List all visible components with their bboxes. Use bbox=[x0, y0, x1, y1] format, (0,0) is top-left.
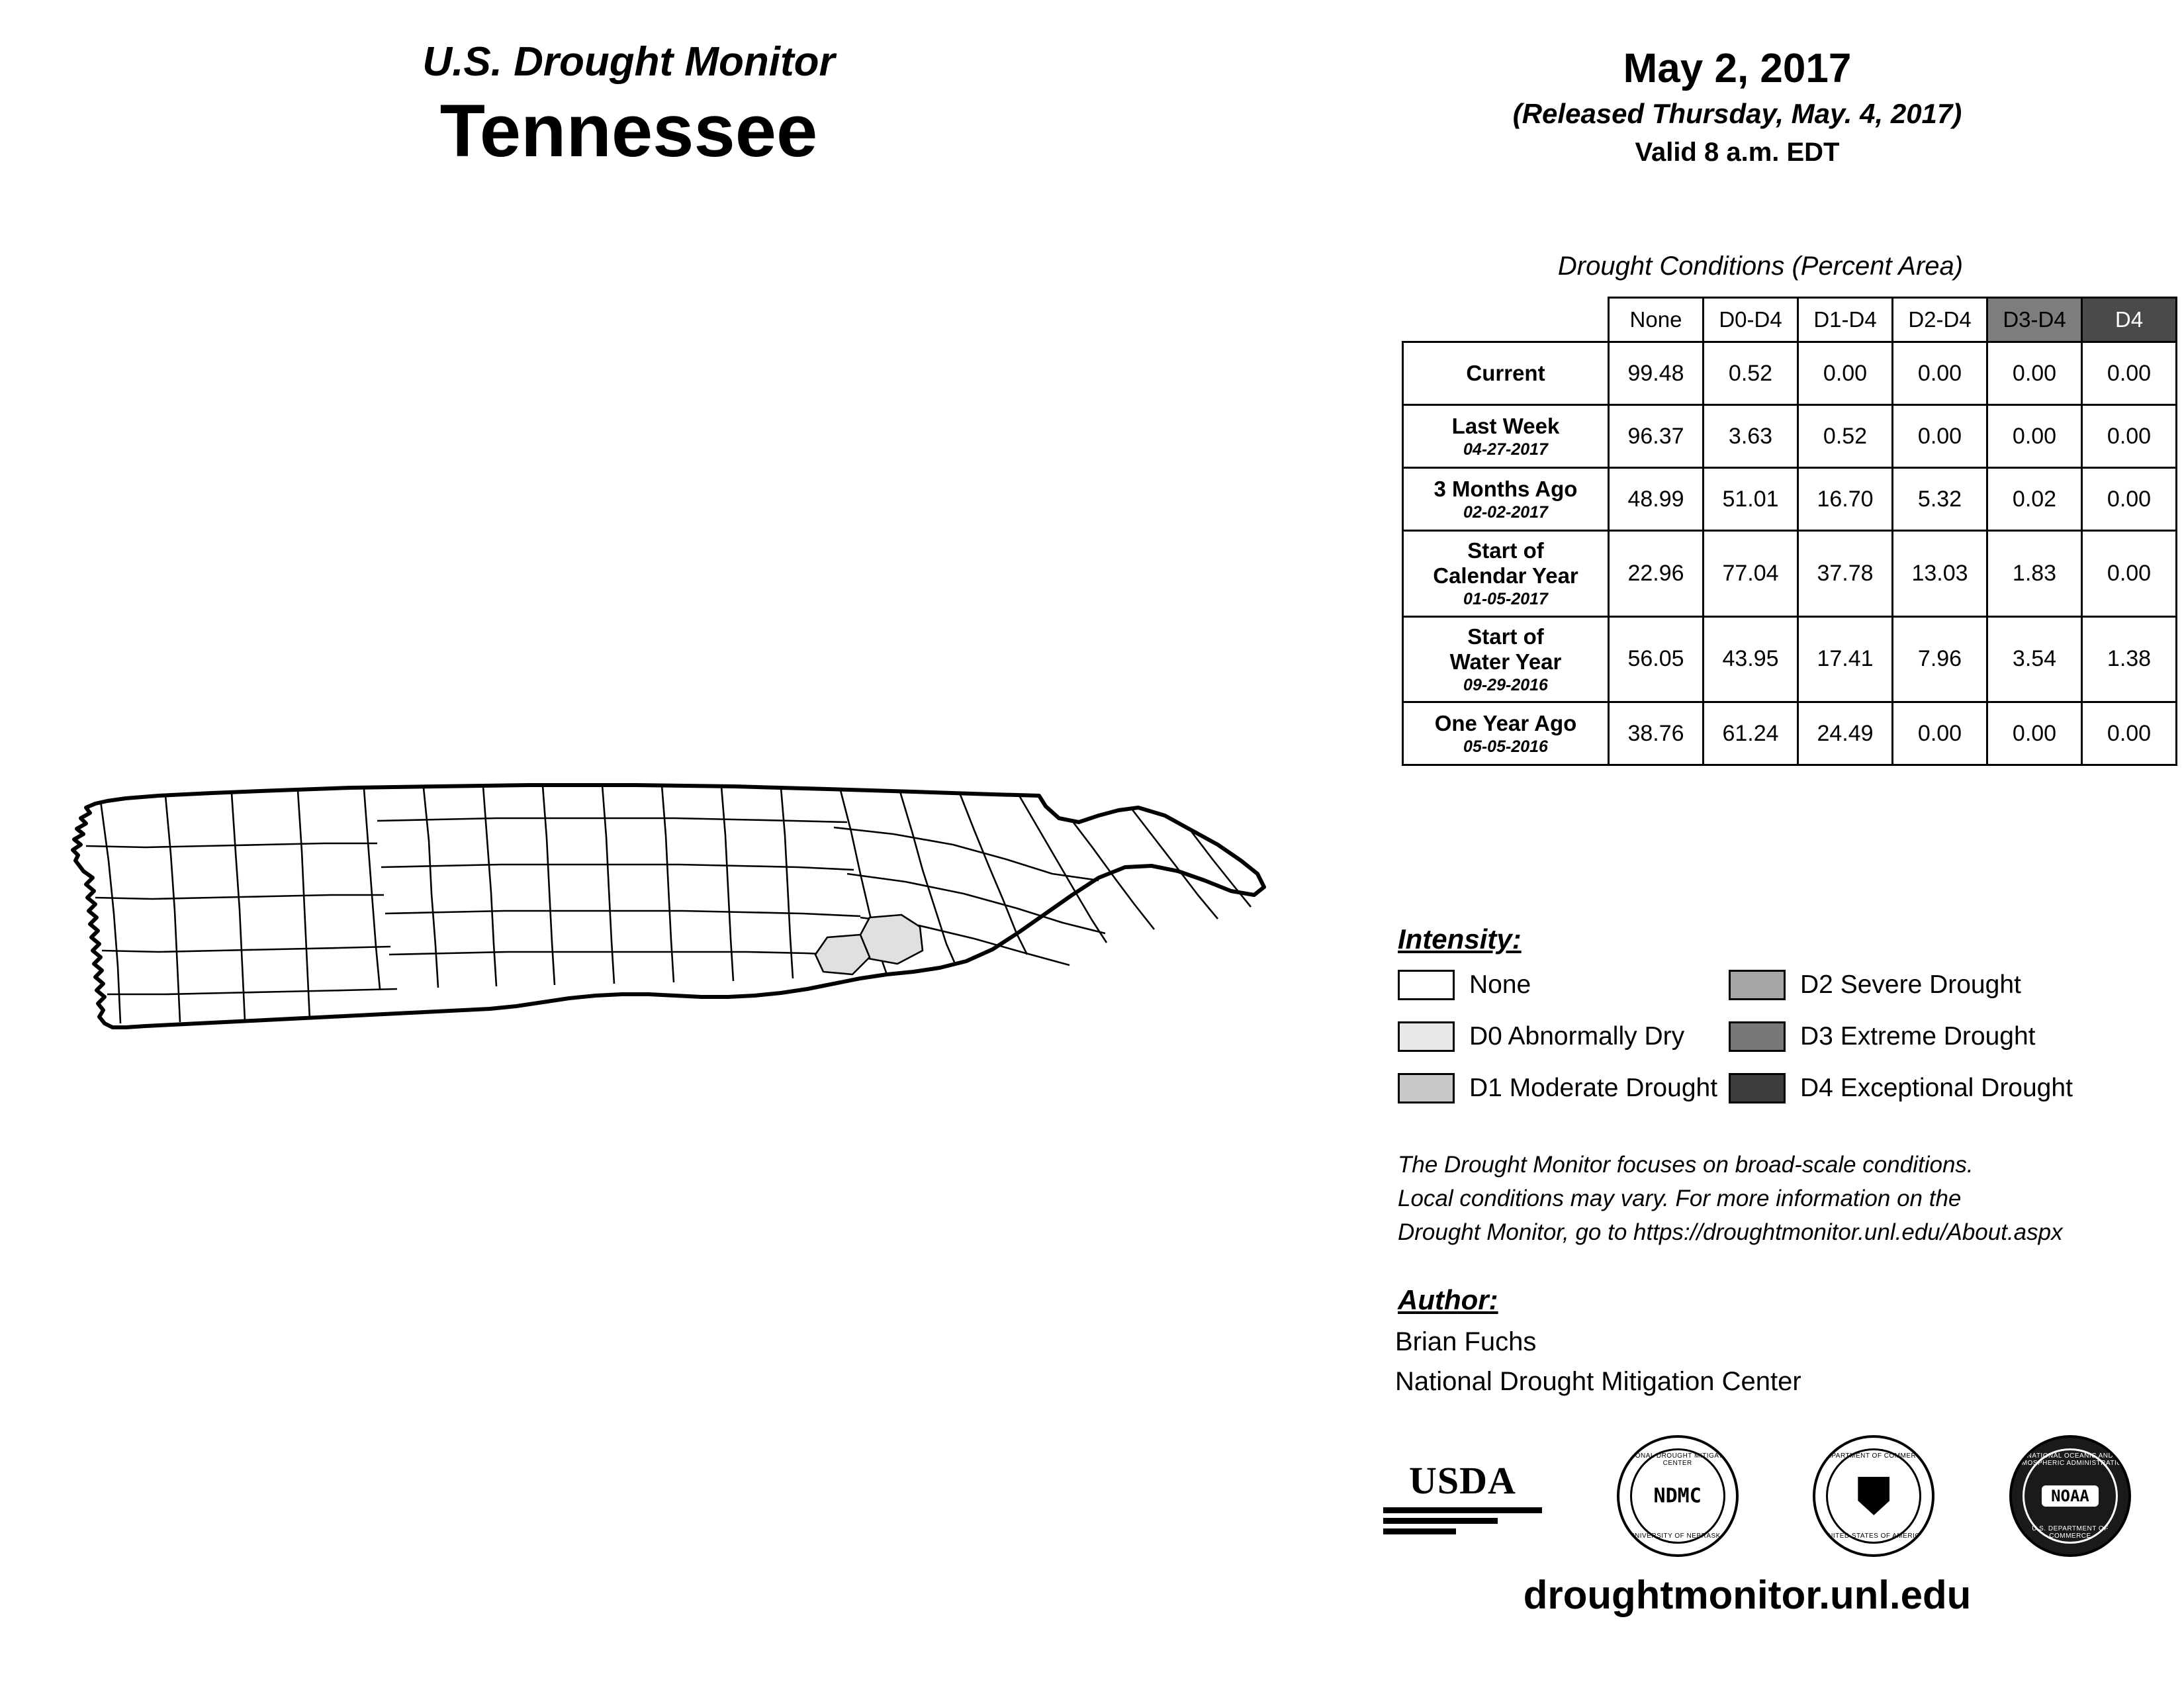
disclaimer-line-2: Local conditions may vary. For more information on the bbox=[1398, 1185, 1962, 1211]
column-header-d4: D4 bbox=[2082, 298, 2177, 342]
usda-bar-3 bbox=[1383, 1528, 1456, 1534]
legend-item-d3 bbox=[1729, 1021, 2035, 1052]
cell-startcal-d3d4: 1.83 bbox=[1987, 531, 2082, 617]
row-label-line2: Water Year bbox=[1449, 649, 1562, 674]
shield-icon bbox=[1858, 1477, 1889, 1515]
intensity-heading: Intensity: bbox=[1398, 923, 1522, 955]
row-label-text: 3 Months Ago bbox=[1433, 476, 1578, 501]
table-row bbox=[1403, 342, 2177, 405]
drought-conditions-caption: Drought Conditions (Percent Area) bbox=[1557, 252, 1964, 281]
state-outline bbox=[73, 785, 1264, 1027]
cell-3months-d1d4: 16.70 bbox=[1798, 468, 1893, 531]
department-of-commerce-logo bbox=[1813, 1435, 1934, 1557]
cell-lastweek-d3d4: 0.00 bbox=[1987, 405, 2082, 468]
row-label-date: 09-29-2016 bbox=[1463, 675, 1548, 694]
cell-lastweek-none: 96.37 bbox=[1609, 405, 1704, 468]
row-label-text: Current bbox=[1466, 361, 1545, 386]
legend-item-d4 bbox=[1729, 1073, 2073, 1103]
legend-swatch-d0 bbox=[1398, 1021, 1455, 1052]
website-url: droughtmonitor.unl.edu bbox=[1523, 1573, 1972, 1617]
legend-swatch-d4 bbox=[1729, 1073, 1786, 1103]
legend-item-none bbox=[1398, 970, 1531, 1000]
table-row bbox=[1403, 405, 2177, 468]
legend-item-d0 bbox=[1398, 1021, 1684, 1052]
legend-swatch-d3 bbox=[1729, 1021, 1786, 1052]
cell-startcal-none: 22.96 bbox=[1609, 531, 1704, 617]
map-svg bbox=[66, 781, 1310, 1099]
legend-label-d4: D4 Exceptional Drought bbox=[1800, 1074, 2073, 1102]
usda-bars bbox=[1383, 1507, 1542, 1534]
cell-lastweek-d1d4: 0.52 bbox=[1798, 405, 1893, 468]
noaa-ring-bottom-text: U.S. DEPARTMENT OF COMMERCE bbox=[2032, 1525, 2109, 1540]
legend-label-none: None bbox=[1469, 970, 1531, 999]
usda-wordmark: USDA bbox=[1409, 1458, 1516, 1502]
column-header-d2d4: D2-D4 bbox=[1893, 298, 1987, 342]
cell-current-d4: 0.00 bbox=[2082, 342, 2177, 405]
cell-startcal-d0d4: 77.04 bbox=[1704, 531, 1798, 617]
cell-oneyear-d0d4: 61.24 bbox=[1704, 702, 1798, 765]
cell-3months-d2d4: 5.32 bbox=[1893, 468, 1987, 531]
column-header-none: None bbox=[1609, 298, 1704, 342]
noaa-wordmark: NOAA bbox=[2042, 1485, 2099, 1507]
row-label-line2: Calendar Year bbox=[1433, 563, 1578, 588]
row-label-date: 02-02-2017 bbox=[1463, 502, 1548, 522]
noaa-logo bbox=[2009, 1435, 2131, 1557]
table-row bbox=[1403, 702, 2177, 765]
row-label-current bbox=[1403, 342, 1609, 405]
cell-startwater-d0d4: 43.95 bbox=[1704, 616, 1798, 702]
valid-time: Valid 8 a.m. EDT bbox=[1635, 138, 1840, 167]
legend-label-d3: D3 Extreme Drought bbox=[1800, 1022, 2036, 1051]
legend-label-d2: D2 Severe Drought bbox=[1800, 970, 2021, 999]
program-title: U.S. Drought Monitor bbox=[422, 39, 835, 85]
row-label-start-water-year bbox=[1403, 616, 1609, 702]
cell-startcal-d4: 0.00 bbox=[2082, 531, 2177, 617]
author-heading: Author: bbox=[1398, 1284, 1498, 1315]
noaa-ring-top-text: NATIONAL OCEANIC AND ATMOSPHERIC ADMINISTRATION bbox=[2013, 1452, 2128, 1467]
date-block bbox=[1357, 46, 2118, 167]
cell-current-none: 99.48 bbox=[1609, 342, 1704, 405]
valid-date: May 2, 2017 bbox=[1623, 46, 1852, 91]
legend-swatch-none bbox=[1398, 970, 1455, 1000]
row-label-line1: Start of bbox=[1467, 538, 1544, 563]
row-label-line1: Start of bbox=[1467, 624, 1544, 649]
cell-current-d3d4: 0.00 bbox=[1987, 342, 2082, 405]
cell-oneyear-d4: 0.00 bbox=[2082, 702, 2177, 765]
cell-current-d0d4: 0.52 bbox=[1704, 342, 1798, 405]
table-row bbox=[1403, 616, 2177, 702]
noaa-seal bbox=[2009, 1435, 2131, 1557]
disclaimer-line-3: Drought Monitor, go to https://droughtmonitor.unl.edu/About.aspx bbox=[1398, 1219, 2063, 1245]
cell-current-d1d4: 0.00 bbox=[1798, 342, 1893, 405]
cell-startcal-d2d4: 13.03 bbox=[1893, 531, 1987, 617]
legend-item-d2 bbox=[1729, 970, 2021, 1000]
doc-seal bbox=[1813, 1435, 1934, 1557]
ndmc-wordmark: NDMC bbox=[1653, 1484, 1702, 1508]
tennessee-county-drought-map[interactable] bbox=[66, 781, 1310, 1099]
disclaimer-line-1: The Drought Monitor focuses on broad-scale conditions. bbox=[1398, 1152, 1974, 1178]
doc-shield-icon bbox=[1815, 1477, 1932, 1515]
legend-label-d1: D1 Moderate Drought bbox=[1469, 1074, 1718, 1102]
usda-logo bbox=[1383, 1458, 1542, 1534]
cell-startwater-d4: 1.38 bbox=[2082, 616, 2177, 702]
doc-ring-top-text: DEPARTMENT OF COMMERCE bbox=[1821, 1452, 1927, 1460]
column-header-d1d4: D1-D4 bbox=[1798, 298, 1893, 342]
logo-row bbox=[1383, 1433, 2131, 1559]
row-label-date: 05-05-2016 bbox=[1463, 737, 1548, 756]
cell-startwater-d1d4: 17.41 bbox=[1798, 616, 1893, 702]
legend-swatch-d2 bbox=[1729, 970, 1786, 1000]
row-label-date: 01-05-2017 bbox=[1463, 589, 1548, 608]
cell-oneyear-none: 38.76 bbox=[1609, 702, 1704, 765]
ndmc-seal bbox=[1617, 1435, 1739, 1557]
cell-startcal-d1d4: 37.78 bbox=[1798, 531, 1893, 617]
map-title-block bbox=[0, 40, 1257, 174]
legend-label-d0: D0 Abnormally Dry bbox=[1469, 1022, 1685, 1051]
column-header-d0d4: D0-D4 bbox=[1704, 298, 1798, 342]
doc-ring-bottom-text: UNITED STATES OF AMERICA bbox=[1823, 1532, 1925, 1540]
author-organization: National Drought Mitigation Center bbox=[1395, 1367, 1801, 1396]
table-header-row bbox=[1403, 298, 2177, 342]
usda-bar-1 bbox=[1383, 1507, 1542, 1513]
legend-item-d1 bbox=[1398, 1073, 1717, 1103]
cell-startwater-d2d4: 7.96 bbox=[1893, 616, 1987, 702]
release-date: (Released Thursday, May. 4, 2017) bbox=[1512, 98, 1962, 130]
ndmc-logo bbox=[1617, 1435, 1739, 1557]
row-label-one-year-ago bbox=[1403, 702, 1609, 765]
row-label-start-calendar-year bbox=[1403, 531, 1609, 617]
cell-lastweek-d2d4: 0.00 bbox=[1893, 405, 1987, 468]
cell-oneyear-d2d4: 0.00 bbox=[1893, 702, 1987, 765]
disclaimer-text bbox=[1398, 1149, 2179, 1249]
drought-conditions-table bbox=[1402, 297, 2177, 766]
cell-current-d2d4: 0.00 bbox=[1893, 342, 1987, 405]
cell-oneyear-d3d4: 0.00 bbox=[1987, 702, 2082, 765]
cell-3months-none: 48.99 bbox=[1609, 468, 1704, 531]
cell-3months-d4: 0.00 bbox=[2082, 468, 2177, 531]
row-label-last-week bbox=[1403, 405, 1609, 468]
row-label-text: Last Week bbox=[1451, 413, 1560, 438]
usda-bar-2 bbox=[1383, 1518, 1498, 1524]
table-row bbox=[1403, 468, 2177, 531]
column-header-d3d4: D3-D4 bbox=[1987, 298, 2082, 342]
table-corner-cell bbox=[1403, 298, 1609, 342]
table-row bbox=[1403, 531, 2177, 617]
cell-lastweek-d0d4: 3.63 bbox=[1704, 405, 1798, 468]
cell-startwater-d3d4: 3.54 bbox=[1987, 616, 2082, 702]
cell-3months-d3d4: 0.02 bbox=[1987, 468, 2082, 531]
row-label-date: 04-27-2017 bbox=[1463, 440, 1548, 459]
cell-lastweek-d4: 0.00 bbox=[2082, 405, 2177, 468]
legend-swatch-d1 bbox=[1398, 1073, 1455, 1103]
cell-oneyear-d1d4: 24.49 bbox=[1798, 702, 1893, 765]
cell-startwater-none: 56.05 bbox=[1609, 616, 1704, 702]
state-title: Tennessee bbox=[439, 89, 818, 173]
author-name: Brian Fuchs bbox=[1395, 1327, 1537, 1356]
cell-3months-d0d4: 51.01 bbox=[1704, 468, 1798, 531]
row-label-text: One Year Ago bbox=[1434, 710, 1577, 735]
ndmc-ring-top-text: NATIONAL DROUGHT MITIGATION CENTER bbox=[1619, 1452, 1736, 1467]
row-label-3-months-ago bbox=[1403, 468, 1609, 531]
ndmc-ring-bottom-text: UNIVERSITY OF NEBRASKA bbox=[1629, 1532, 1726, 1540]
